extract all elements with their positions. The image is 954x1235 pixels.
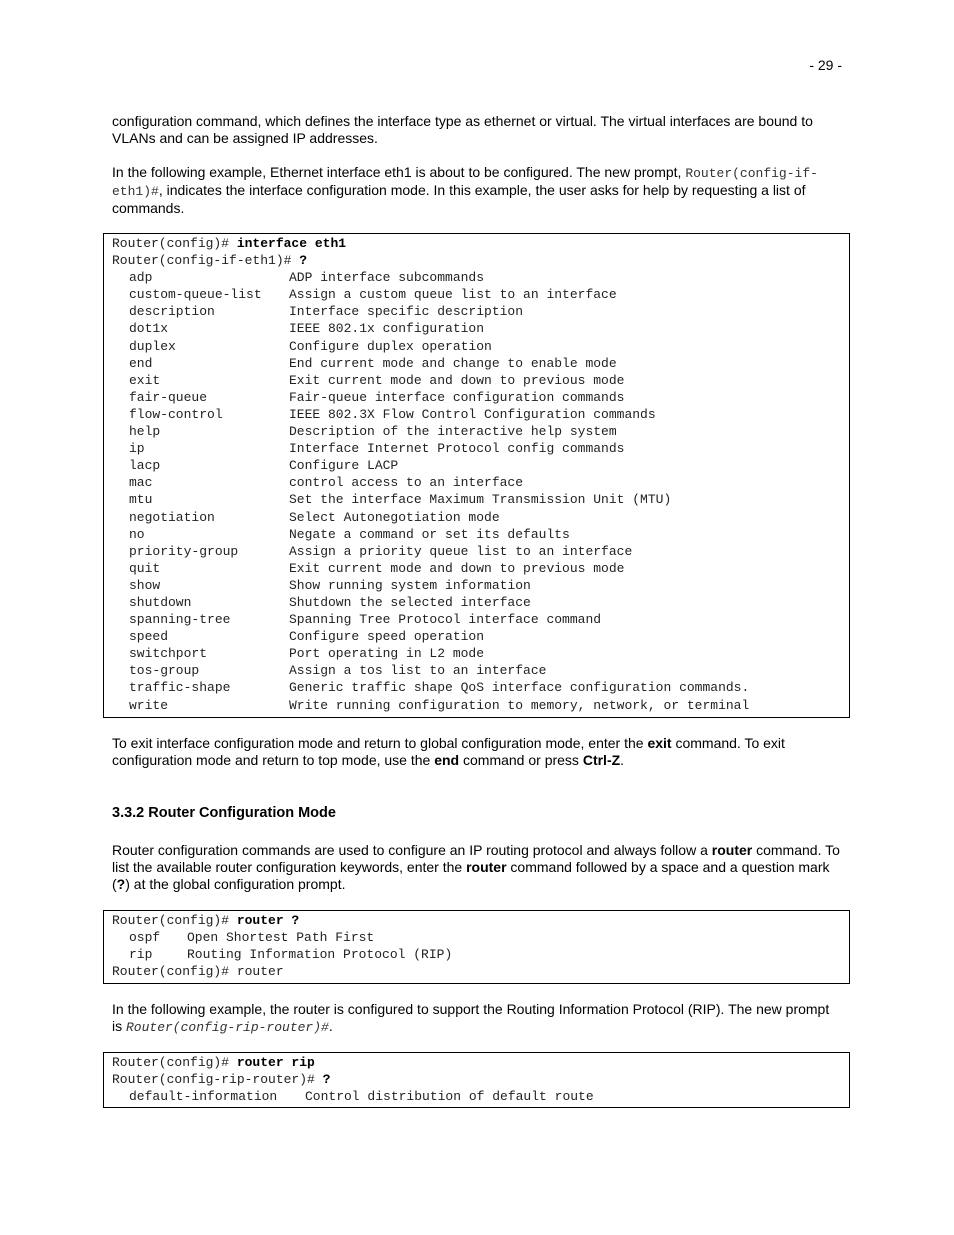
command-row	[112, 372, 849, 389]
command-keyword: ip	[129, 441, 145, 457]
command-row	[112, 543, 849, 560]
paragraph-virtual-interfaces: configuration command, which defines the interface type as ethernet or virtual. The virtual interfaces are bound to VLANs and can be assigned IP addresses.	[112, 113, 813, 146]
command-description: Configure speed operation	[289, 629, 485, 645]
command-keyword: dot1x	[129, 321, 169, 337]
command-description: Assign a tos list to an interface	[289, 663, 547, 679]
bold-ctrlz: Ctrl-Z	[582, 752, 621, 768]
command-row	[112, 440, 849, 457]
command-row	[112, 577, 849, 594]
command-row	[112, 611, 849, 628]
text: In the following example, Ethernet interface eth1 is about to be configured. The new prompt,	[112, 164, 686, 180]
text: ) at the global configuration prompt.	[125, 876, 346, 892]
command-row	[112, 338, 849, 355]
inline-prompt: Router(config-rip-router)#	[126, 1020, 329, 1035]
text: .	[620, 752, 625, 768]
command-keyword: write	[129, 697, 169, 713]
command-keyword: negotiation	[129, 509, 215, 525]
command-description: Write running configuration to memory, network, or terminal	[289, 697, 750, 713]
command-description: Exit current mode and down to previous mode	[289, 560, 625, 576]
command-description: Set the interface Maximum Transmission Unit (MTU)	[289, 492, 672, 508]
bold-end: end	[434, 752, 460, 768]
command-description: Spanning Tree Protocol interface command	[289, 612, 602, 628]
command-description: Port operating in L2 mode	[289, 646, 485, 662]
command-row	[112, 355, 849, 372]
command-keyword: mac	[129, 475, 153, 491]
command-keyword: mtu	[129, 492, 153, 508]
command-keyword: speed	[129, 629, 169, 645]
paragraph-exit-mode	[112, 735, 842, 769]
code-line	[112, 1071, 849, 1088]
command-keyword: shutdown	[129, 594, 192, 610]
command-keyword: lacp	[129, 458, 161, 474]
command-row	[112, 526, 849, 543]
command-description: Show running system information	[289, 577, 531, 593]
command-keyword: end	[129, 355, 153, 371]
command-row	[112, 509, 849, 526]
command-description: Negate a command or set its defaults	[289, 526, 570, 542]
command-keyword: priority-group	[129, 543, 239, 559]
command-keyword: tos-group	[129, 663, 200, 679]
command-keyword: custom-queue-list	[129, 287, 262, 303]
code-line	[112, 235, 849, 252]
prompt: Router(config)#	[112, 236, 237, 251]
command: interface eth1	[236, 236, 347, 251]
command-row	[112, 423, 849, 440]
command-row	[112, 491, 849, 508]
command-keyword: adp	[129, 270, 153, 286]
code-block-rip-help	[103, 1052, 850, 1108]
command-description: Configure duplex operation	[289, 338, 492, 354]
command-keyword: no	[129, 526, 145, 542]
command: ?	[299, 253, 308, 269]
command-description: IEEE 802.1x configuration	[289, 321, 485, 337]
command-row	[112, 560, 849, 577]
section-heading: 3.3.2 Router Configuration Mode	[112, 805, 336, 821]
command-description: Select Autonegotiation mode	[289, 509, 500, 525]
command: ?	[322, 1072, 331, 1088]
command-keyword: switchport	[129, 646, 208, 662]
command-row	[112, 320, 849, 337]
code-line: Router(config)# router	[112, 964, 284, 980]
command-description: Interface Internet Protocol config commands	[289, 441, 625, 457]
paragraph-router-config	[112, 842, 842, 893]
command-description: control access to an interface	[289, 475, 524, 491]
text: In the following example, the router is configured to support the Routing Information Protocol (RIP). The new prompt is	[112, 1001, 830, 1034]
code-block-interface-help	[103, 233, 850, 718]
command-row	[112, 946, 849, 963]
prompt: Router(config)#	[112, 913, 237, 928]
text: command followed by a space and a question mark (	[112, 859, 830, 892]
command-description: Routing Information Protocol (RIP)	[187, 947, 453, 963]
command-description: Exit current mode and down to previous mode	[289, 372, 625, 388]
command-description: End current mode and change to enable mode	[289, 355, 617, 371]
command-list	[112, 269, 849, 713]
page-number: - 29 -	[809, 57, 842, 73]
text: , indicates the interface configuration mode. In this example, the user asks for help by requesting a list of commands.	[112, 182, 806, 216]
command-row	[112, 269, 849, 286]
code-block-router-help	[103, 910, 850, 984]
command-description: Shutdown the selected interface	[289, 594, 531, 610]
text: command. To list the available router configuration keywords, enter the	[112, 842, 840, 875]
command-description: Interface specific description	[289, 304, 524, 320]
command-keyword: spanning-tree	[129, 612, 231, 628]
command-description: Assign a custom queue list to an interface	[289, 287, 617, 303]
paragraph-rip-example	[112, 1001, 842, 1036]
bold-router: router	[466, 859, 507, 875]
command-row	[112, 286, 849, 303]
command-list	[112, 929, 849, 963]
command-keyword: default-information	[129, 1089, 278, 1105]
inline-prompt: Router(config-if-eth1)#	[112, 166, 818, 199]
text: Router configuration commands are used to configure an IP routing protocol and always follow a	[112, 842, 712, 858]
prompt: Router(config)#	[112, 1055, 237, 1070]
command-row	[112, 929, 849, 946]
command-list	[112, 1088, 849, 1105]
command: router rip	[236, 1055, 315, 1070]
command-keyword: duplex	[129, 338, 176, 354]
command-description: Fair-queue interface configuration commands	[289, 389, 625, 405]
command-description: Generic traffic shape QoS interface configuration commands.	[289, 680, 750, 696]
command-row	[112, 697, 849, 714]
paragraph-eth1-example	[112, 164, 842, 217]
command-keyword: exit	[129, 372, 161, 388]
command-description: ADP interface subcommands	[289, 270, 485, 286]
bold-exit: exit	[647, 735, 672, 751]
code-line	[112, 1054, 849, 1071]
prompt: Router(config-if-eth1)#	[112, 253, 300, 269]
command-description: Open Shortest Path First	[187, 930, 375, 946]
command-row	[112, 645, 849, 662]
command-row	[112, 594, 849, 611]
command-keyword: quit	[129, 560, 161, 576]
text: command or press	[459, 752, 583, 768]
command-row	[112, 1088, 849, 1105]
command-keyword: traffic-shape	[129, 680, 231, 696]
text: command. To exit configuration mode and return to top mode, use the	[112, 735, 785, 768]
command-description: Description of the interactive help system	[289, 424, 617, 440]
command-row	[112, 679, 849, 696]
command-row	[112, 628, 849, 645]
command-keyword: ospf	[129, 930, 161, 946]
command-description: Configure LACP	[289, 458, 399, 474]
command-description: Control distribution of default route	[305, 1089, 594, 1105]
command-keyword: flow-control	[129, 406, 223, 422]
command-row	[112, 457, 849, 474]
command-row	[112, 389, 849, 406]
command-row	[112, 303, 849, 320]
code-line	[112, 912, 849, 929]
bold-question: ?	[116, 876, 126, 892]
command-description: Assign a priority queue list to an interface	[289, 543, 633, 559]
command-keyword: description	[129, 304, 215, 320]
prompt: Router(config-rip-router)#	[112, 1072, 323, 1088]
text: To exit interface configuration mode and return to global configuration mode, enter the	[112, 735, 648, 751]
command-keyword: show	[129, 577, 161, 593]
command-row	[112, 662, 849, 679]
command-description: IEEE 802.3X Flow Control Configuration commands	[289, 406, 656, 422]
command-row	[112, 474, 849, 491]
code-line	[112, 252, 849, 269]
command: router ?	[236, 913, 300, 928]
command-keyword: help	[129, 424, 161, 440]
command-keyword: fair-queue	[129, 389, 208, 405]
text: .	[328, 1018, 333, 1034]
command-row	[112, 406, 849, 423]
bold-router: router	[711, 842, 753, 858]
command-keyword: rip	[129, 947, 153, 963]
